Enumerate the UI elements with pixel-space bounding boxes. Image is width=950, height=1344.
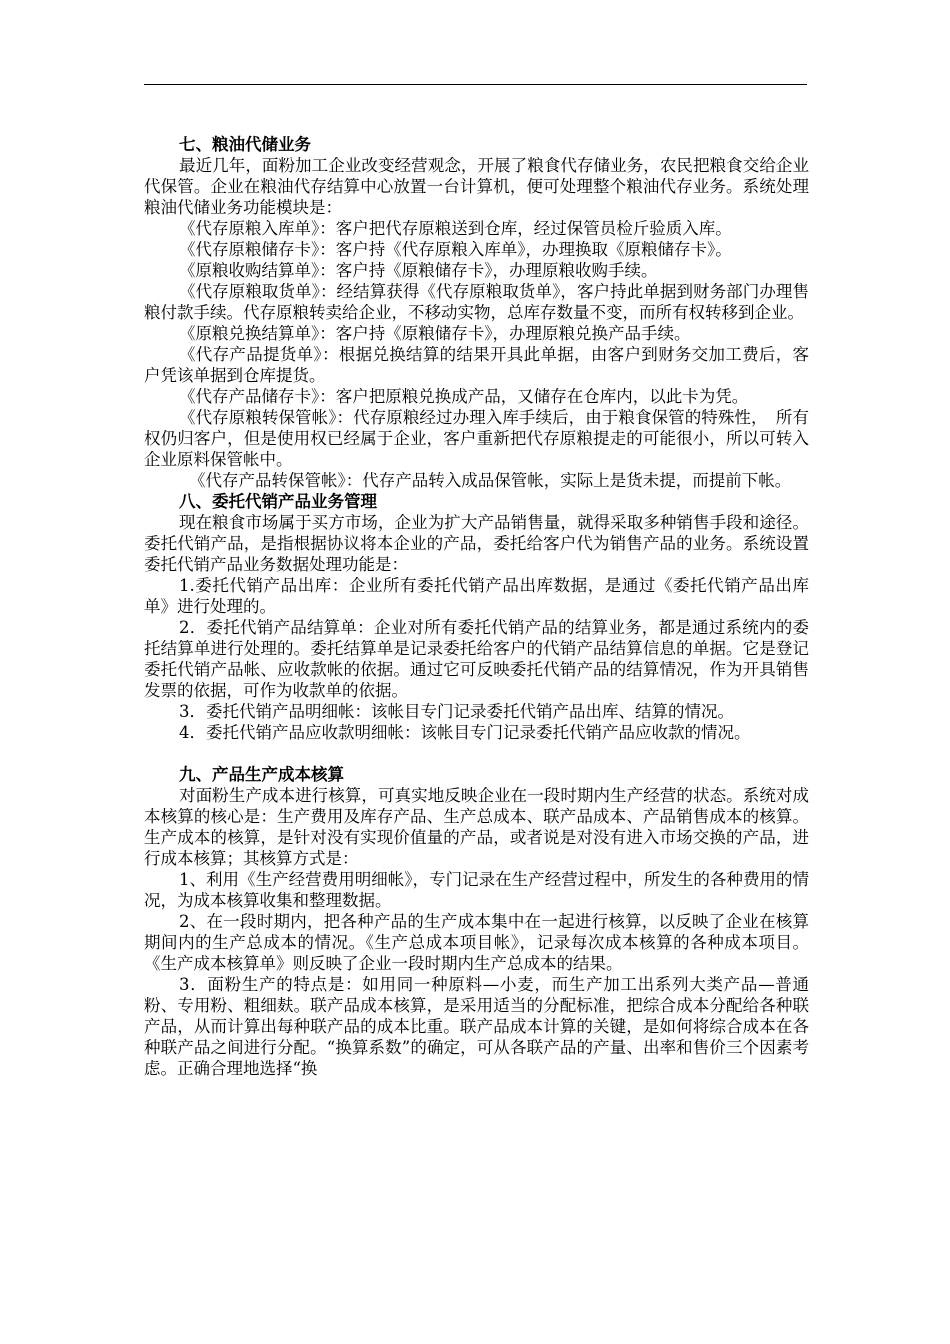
paragraph: 4．委托代销产品应收款明细帐：该帐目专门记录委托代销产品应收款的情况。	[179, 723, 751, 742]
paragraph: 1.委托代销产品出库：企业所有委托代销产品出库数据，是通过《委托代销产品出库单》进行处理的。	[144, 576, 809, 616]
paragraph: 对面粉生产成本进行核算，可真实地反映企业在一段时期内生产经营的状态。系统对成本核算的核心是：生产费用及库存产品、生产总成本、联产品成本、产品销售成本的核算。生产成本的核算，是针对没有实现价值量的产品，或者说是对没有进入市场交换的产品，进行成本核算；其核算方式是：	[144, 786, 809, 868]
blank-line	[144, 743, 809, 764]
header-rule	[144, 84, 807, 85]
paragraph: 《代存原粮储存卡》：客户持《代存原粮入库单》，办理换取《原粮储存卡》。	[179, 240, 732, 259]
paragraph: 最近几年，面粉加工企业改变经营观念，开展了粮食代存储业务，农民把粮食交给企业代保管。企业在粮油代存结算中心放置一台计算机，便可处理整个粮油代存业务。系统处理粮油代储业务功能模块是：	[144, 156, 809, 217]
paragraph: 《代存产品提货单》：根据兑换结算的结果开具此单据，由客户到财务交加工费后，客户凭该单据到仓库提货。	[144, 345, 809, 385]
section-heading: 八、委托代销产品业务管理	[179, 492, 377, 511]
paragraph: 2、在一段时期内，把各种产品的生产成本集中在一起进行核算，以反映了企业在核算期间内的生产总成本的情况。《生产总成本项目帐》，记录每次成本核算的各种成本项目。《生产成本核算单》则反映了企业一段时期内生产总成本的结果。	[144, 912, 809, 973]
paragraph: 现在粮食市场属于买方市场，企业为扩大产品销售量，就得采取多种销售手段和途径。委托代销产品，是指根据协议将本企业的产品，委托给客户代为销售产品的业务。系统设置委托代销产品业务数据处理功能是：	[144, 513, 809, 574]
paragraph: 《原粮收购结算单》：客户持《原粮储存卡》，办理原粮收购手续。	[179, 261, 658, 280]
paragraph: 《代存产品储存卡》：客户把原粮兑换成产品，又储存在仓库内，以此卡为凭。	[179, 387, 749, 406]
document-body	[144, 134, 809, 1079]
paragraph: 2．委托代销产品结算单：企业对所有委托代销产品的结算业务，都是通过系统内的委托结算单进行处理的。委托结算单是记录委托给客户的代销产品结算信息的单据。它是登记委托代销产品帐、应收款帐的依据。通过它可反映委托代销产品的结算情况，作为开具销售发票的依据，可作为收款单的依据。	[144, 618, 809, 700]
paragraph: 《代存原粮转保管帐》：代存原粮经过办理入库手续后，由于粮食保管的特殊性， 所有权仍归客户，但是使用权已经属于企业，客户重新把代存原粮提走的可能很小，所以可转入企业原料保管帐中。	[144, 408, 809, 469]
paragraph: 《代存产品转保管帐》：代存产品转入成品保管帐，实际上是货未提，而提前下帐。	[189, 471, 792, 490]
paragraph: 《原粮兑换结算单》：客户持《原粮储存卡》，办理原粮兑换产品手续。	[179, 324, 691, 343]
paragraph: 1、利用《生产经营费用明细帐》，专门记录在生产经营过程中，所发生的各种费用的情况，为成本核算收集和整理数据。	[144, 870, 809, 910]
paragraph: 3．面粉生产的特点是：如用同一种原料—小麦，而生产加工出系列大类产品—普通粉、专用粉、粗细麸。联产品成本核算，是采用适当的分配标准，把综合成本分配给各种联产品，从而计算出每种联产品的成本比重。联产品成本计算的关键，是如何将综合成本在各种联产品之间进行分配。“换算系数”的确定，可从各联产品的产量、出率和售价三个因素考虑。正确合理地选择“换	[144, 975, 809, 1078]
section-heading: 七、粮油代储业务	[179, 135, 311, 154]
paragraph: 《代存原粮入库单》：客户把代存原粮送到仓库，经过保管员检斤验质入库。	[179, 219, 732, 238]
section-heading: 九、产品生产成本核算	[179, 765, 344, 784]
paragraph: 《代存原粮取货单》：经结算获得《代存原粮取货单》，客户持此单据到财务部门办理售粮付款手续。代存原粮转卖给企业，不移动实物，总库存数量不变，而所有权转移到企业。	[144, 282, 809, 322]
paragraph: 3．委托代销产品明细帐：该帐目专门记录委托代销产品出库、结算的情况。	[179, 702, 734, 721]
